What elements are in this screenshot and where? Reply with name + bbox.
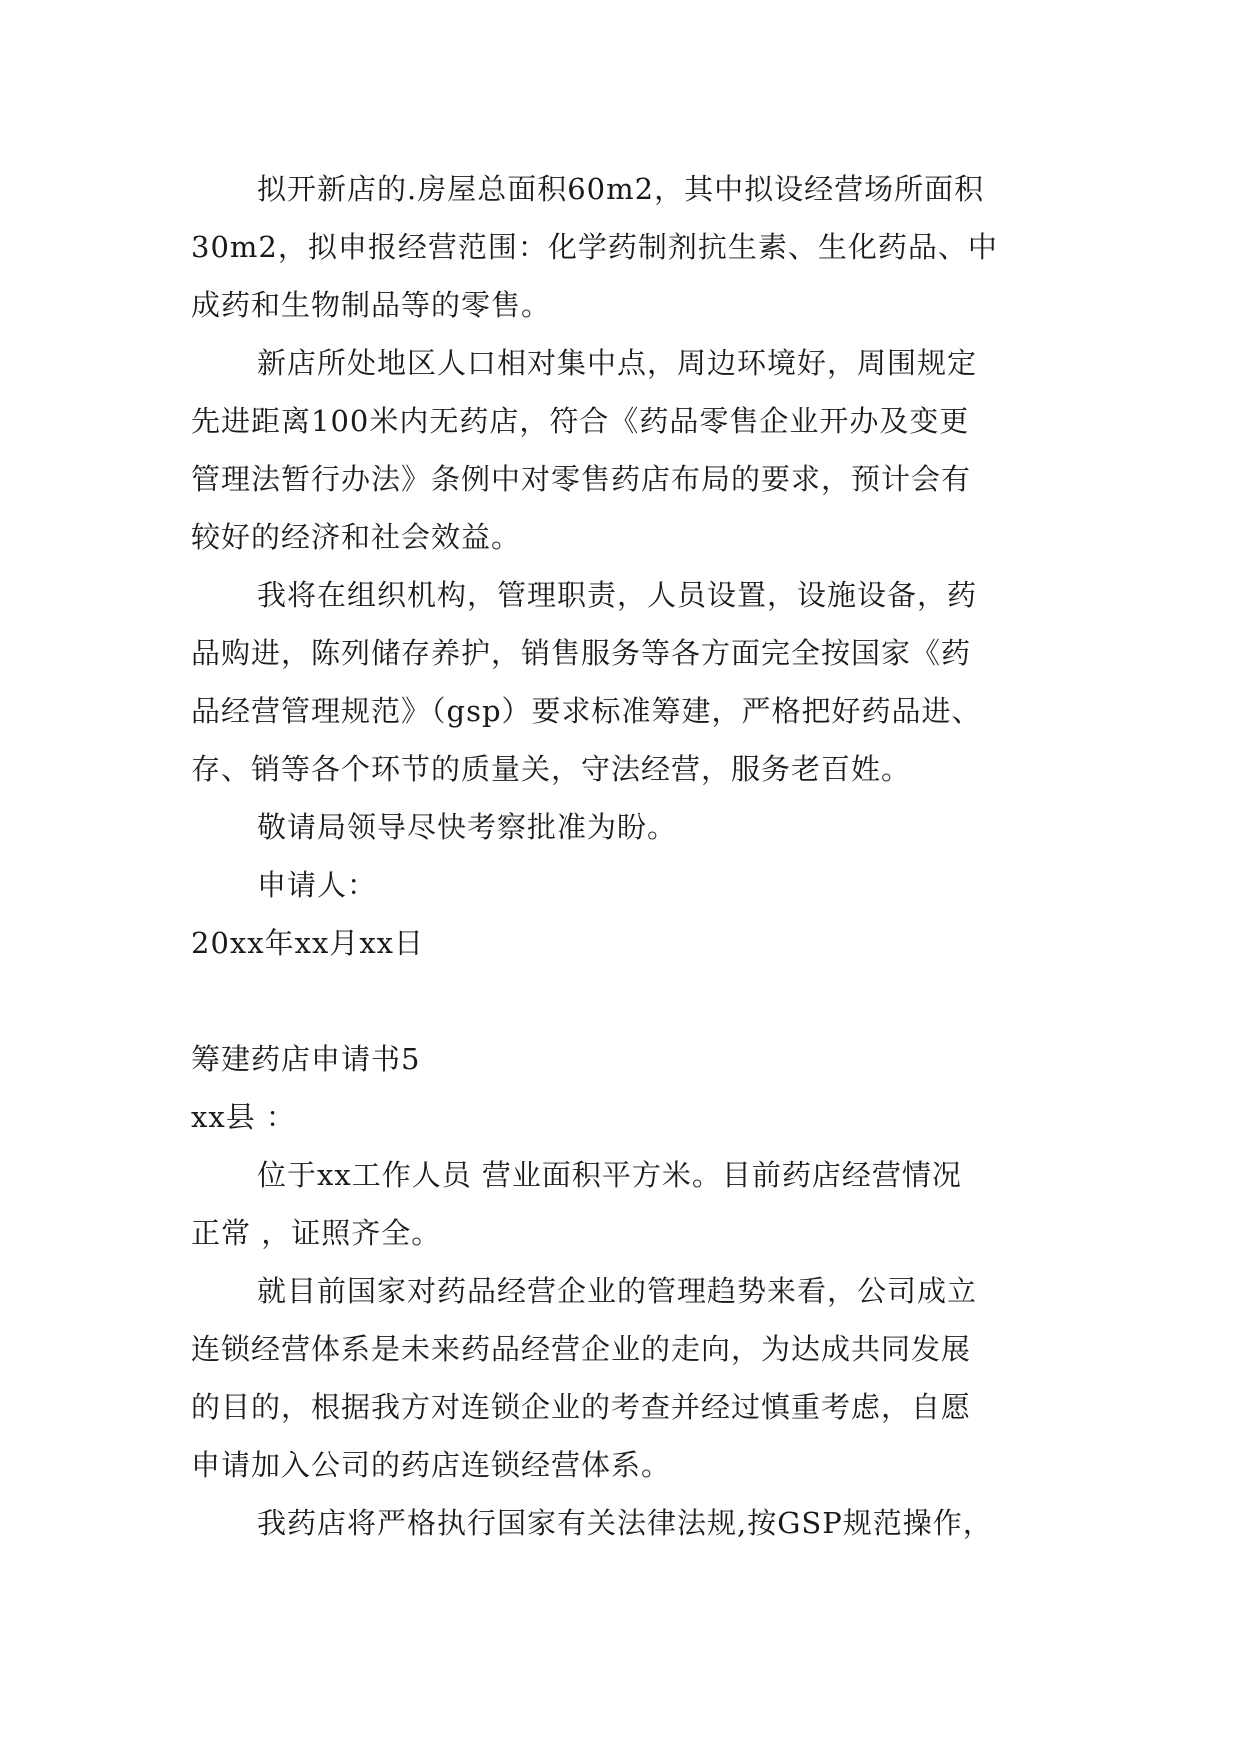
- text-line: 申请人：: [257, 868, 378, 902]
- text-line: 我药店将严格执行国家有关法律法规,按GSP规范操作，: [257, 1506, 993, 1540]
- paragraph-new-store-area: [191, 160, 1051, 334]
- text-line: 较好的经济和社会效益。: [191, 520, 522, 554]
- paragraph-compliance: [191, 1494, 1051, 1552]
- text-line: 位于xx工作人员 营业面积平方米。目前药店经营情况: [257, 1158, 962, 1192]
- text-line: 30m2，拟申报经营范围：化学药制剂抗生素、生化药品、中: [191, 230, 998, 264]
- heading-line: 筹建药店申请书5: [191, 1042, 421, 1076]
- paragraph-location: [191, 334, 1051, 566]
- paragraph-store-status: [191, 1146, 1051, 1262]
- text-line: 品购进，陈列储存养护，销售服务等各方面完全按国家《药: [191, 636, 972, 670]
- section-gap: [191, 972, 1051, 1030]
- text-line: 我将在组织机构，管理职责，人员设置，设施设备，药: [257, 578, 978, 612]
- applicant-label: [191, 856, 1051, 914]
- salutation-line: xx县 ：: [191, 1100, 296, 1134]
- text-line: 品经营管理规范》（gsp）要求标准筹建，严格把好药品进、: [191, 694, 982, 728]
- text-line: 正常 ，证照齐全。: [191, 1216, 442, 1250]
- text-line: 就目前国家对药品经营企业的管理趋势来看，公司成立: [257, 1274, 978, 1308]
- paragraph-gsp-commitment: [191, 566, 1051, 798]
- salutation: [191, 1088, 1051, 1146]
- text-line: 成药和生物制品等的零售。: [191, 288, 552, 322]
- text-line: 新店所处地区人口相对集中点，周边环境好，周围规定: [257, 346, 978, 380]
- text-line: 敬请局领导尽快考察批准为盼。: [257, 810, 678, 844]
- text-line: 管理法暂行办法》条例中对零售药店布局的要求，预计会有: [191, 462, 972, 496]
- application-date: [191, 914, 1051, 972]
- paragraph-request: [191, 798, 1051, 856]
- text-line: 先进距离100米内无药店，符合《药品零售企业开办及变更: [191, 404, 970, 438]
- document-body: [191, 160, 1051, 1552]
- text-line: 申请加入公司的药店连锁经营体系。: [191, 1448, 672, 1482]
- date-line: 20xx年xx月xx日: [191, 926, 425, 960]
- text-line: 连锁经营体系是未来药品经营企业的走向，为达成共同发展: [191, 1332, 972, 1366]
- text-line: 的目的，根据我方对连锁企业的考查并经过慎重考虑，自愿: [191, 1390, 972, 1424]
- paragraph-chain-intent: [191, 1262, 1051, 1494]
- text-line: 存、销等各个环节的质量关，守法经营，服务老百姓。: [191, 752, 912, 786]
- text-line: 拟开新店的.房屋总面积60m2，其中拟设经营场所面积: [257, 172, 985, 206]
- section-title: [191, 1030, 1051, 1088]
